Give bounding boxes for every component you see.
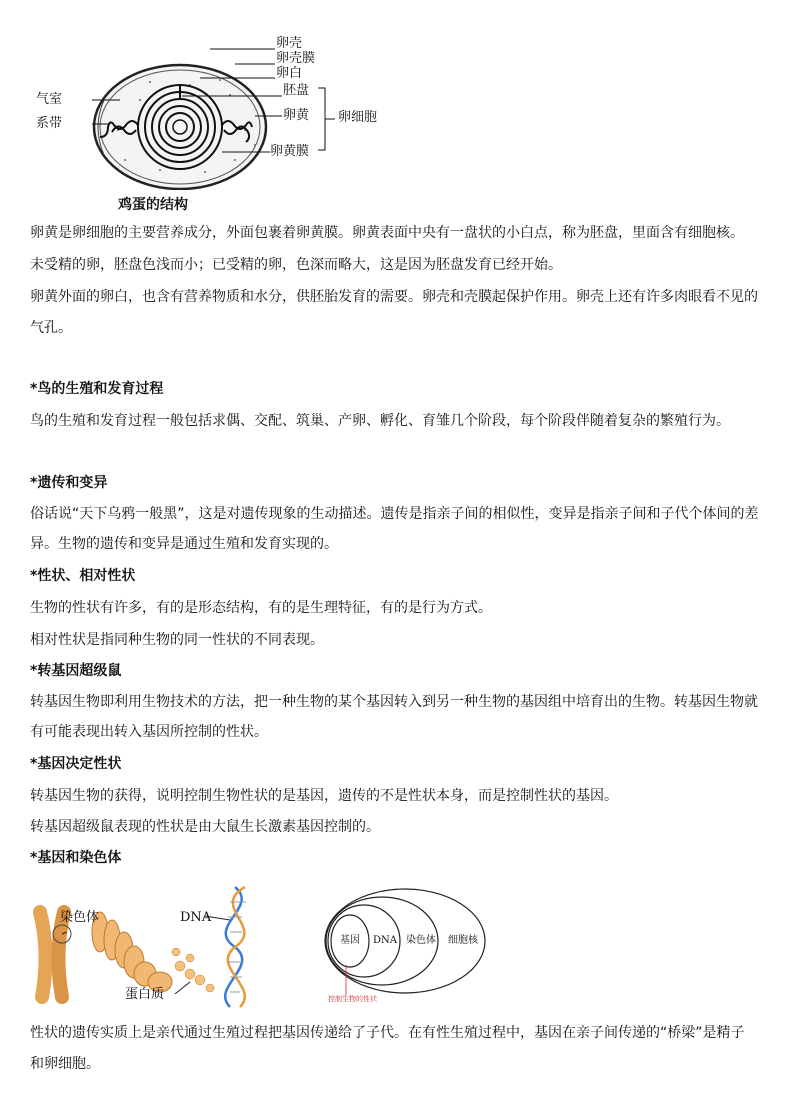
gene-circles-figure bbox=[320, 885, 490, 1015]
label-germinal-disc: 胚盘 bbox=[283, 83, 310, 98]
paragraph-heredity: 俗话说“天下乌鸦一般黑”，这是对遗传现象的生动描述。遗传是指亲子间的相似性，变异是指亲子间和子代个体间的差 bbox=[30, 506, 759, 522]
label-chromosome: 染色体 bbox=[60, 910, 100, 925]
dna-figure bbox=[30, 882, 280, 1012]
label-circle-nucleus: 细胞核 bbox=[448, 935, 478, 946]
label-circle-dna: DNA bbox=[373, 935, 397, 946]
heading-traits: *性状、相对性状 bbox=[30, 568, 136, 584]
paragraph-fertilized: 未受精的卵，胚盘色浅而小；已受精的卵，色深而略大，这是因为胚盘发育已经开始。 bbox=[30, 257, 562, 273]
label-albumen: 卵白 bbox=[276, 66, 303, 81]
paragraph-super-mouse: 转基因超级鼠表现的性状是由大鼠生长激素基因控制的。 bbox=[30, 819, 380, 835]
label-protein: 蛋白质 bbox=[125, 987, 165, 1002]
label-shell-membrane: 卵壳膜 bbox=[276, 51, 316, 66]
label-chalaza: 系带 bbox=[36, 116, 63, 131]
heading-transgenic-mouse: *转基因超级鼠 bbox=[30, 663, 122, 679]
paragraph-inheritance: 性状的遗传实质上是亲代通过生殖过程把基因传递给了子代。在有性生殖过程中，基因在亲子间传递的“桥梁”是精子 bbox=[30, 1025, 745, 1041]
label-shell: 卵壳 bbox=[276, 36, 303, 51]
label-air-cell: 气室 bbox=[36, 92, 63, 107]
paragraph-yolk: 卵黄是卵细胞的主要营养成分，外面包裹着卵黄膜。卵黄表面中央有一盘状的小白点，称为胚盘，里面含有细胞核。 bbox=[30, 225, 744, 241]
heading-gene-chromosome: *基因和染色体 bbox=[30, 850, 122, 866]
paragraph-albumen: 卵黄外面的卵白，也含有营养物质和水分，供胚胎发育的需要。卵壳和壳膜起保护作用。卵壳上还有许多肉眼看不见的 bbox=[30, 289, 758, 305]
label-circle-chromosome: 染色体 bbox=[406, 935, 436, 946]
label-circle-caption: 控制生物的性状 bbox=[328, 995, 377, 1003]
paragraph-heredity-cont: 异。生物的遗传和变异是通过生殖和发育实现的。 bbox=[30, 536, 338, 552]
egg-caption: 鸡蛋的结构 bbox=[118, 197, 188, 213]
heading-heredity: *遗传和变异 bbox=[30, 475, 108, 491]
label-yolk: 卵黄 bbox=[283, 108, 310, 123]
paragraph-inheritance-cont: 和卵细胞。 bbox=[30, 1056, 100, 1072]
nucleosome-beads bbox=[172, 948, 214, 992]
label-yolk-membrane: 卵黄膜 bbox=[270, 144, 310, 159]
heading-bird-reproduction: *鸟的生殖和发育过程 bbox=[30, 381, 164, 397]
paragraph-traits: 生物的性状有许多，有的是形态结构，有的是生理特征，有的是行为方式。 bbox=[30, 600, 492, 616]
paragraph-gene-trait: 转基因生物的获得，说明控制生物性状的是基因，遗传的不是性状本身，而是控制性状的基因。 bbox=[30, 788, 618, 804]
label-dna: DNA bbox=[180, 910, 212, 925]
paragraph-transgenic: 转基因生物即利用生物技术的方法，把一种生物的某个基因转入到另一种生物的基因组中培育出的生物。转基因生物就 bbox=[30, 694, 758, 710]
label-egg-cell: 卵细胞 bbox=[338, 110, 378, 125]
paragraph-relative-traits: 相对性状是指同种生物的同一性状的不同表现。 bbox=[30, 632, 324, 648]
coiled-fiber bbox=[92, 912, 172, 992]
heading-gene-trait: *基因决定性状 bbox=[30, 756, 122, 772]
label-gene: 基因 bbox=[340, 935, 360, 946]
dna-helix bbox=[225, 887, 246, 1007]
egg-figure bbox=[30, 30, 400, 220]
paragraph-transgenic-cont: 有可能表现出转入基因所控制的性状。 bbox=[30, 724, 268, 740]
paragraph-albumen-cont: 气孔。 bbox=[30, 320, 72, 336]
paragraph-bird-reproduction: 鸟的生殖和发育过程一般包括求偶、交配、筑巢、产卵、孵化、育雏几个阶段，每个阶段伴随着复杂的繁殖行为。 bbox=[30, 413, 730, 429]
